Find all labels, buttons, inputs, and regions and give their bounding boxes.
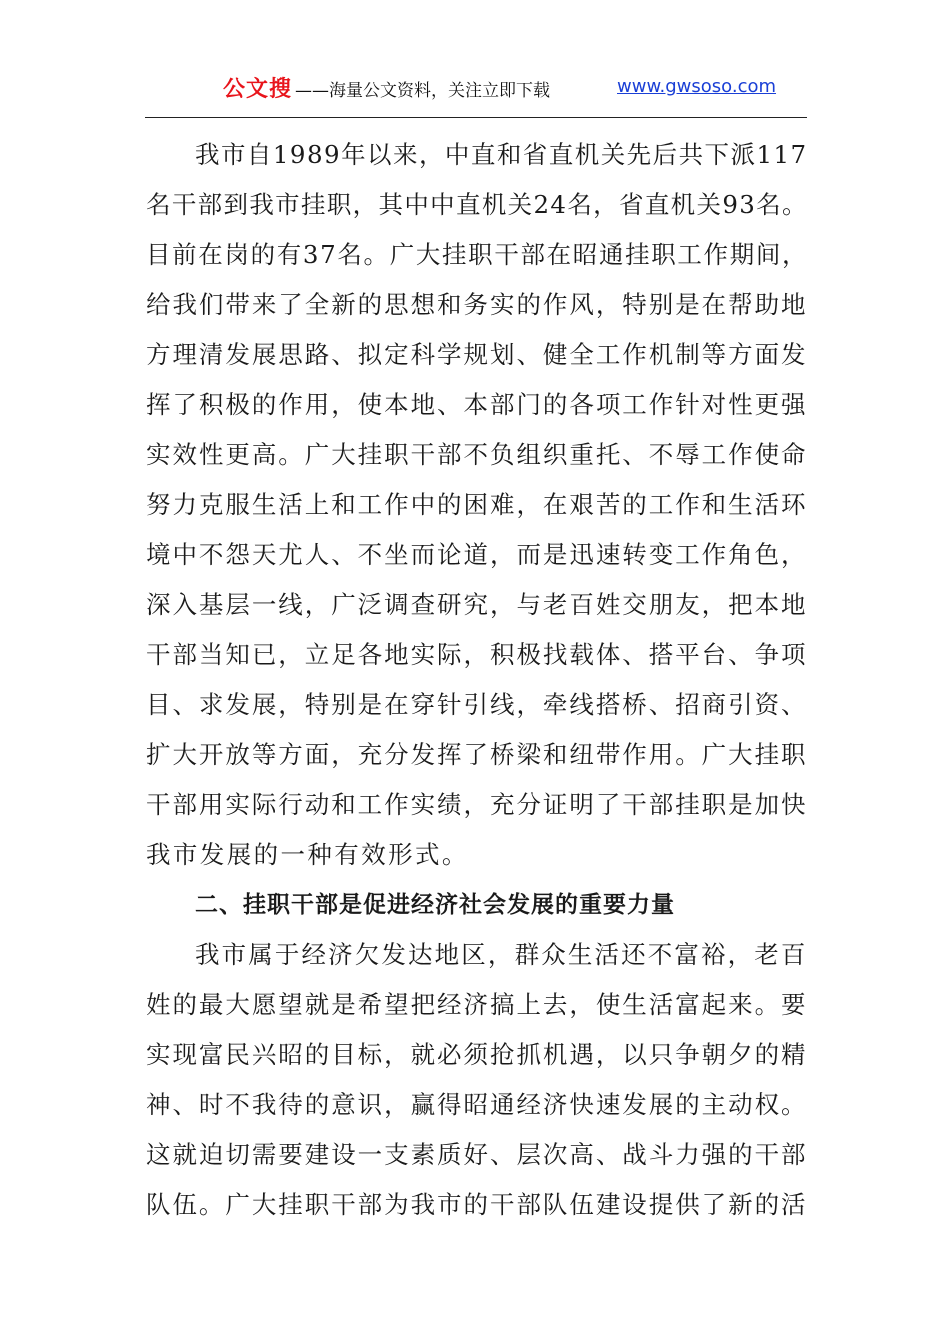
body-line: 目、求发展，特别是在穿针引线，牵线搭桥、招商引资、: [146, 690, 808, 719]
header-divider: [145, 117, 807, 118]
body-line: 姓的最大愿望就是希望把经济搞上去，使生活富起来。要: [146, 990, 808, 1019]
body-line: 神、时不我待的意识，赢得昭通经济快速发展的主动权。: [146, 1090, 808, 1119]
body-line: 目前在岗的有37名。广大挂职干部在昭通挂职工作期间，: [146, 240, 809, 269]
body-line: 方理清发展思路、拟定科学规划、健全工作机制等方面发: [146, 340, 808, 369]
body-line: 深入基层一线，广泛调查研究，与老百姓交朋友，把本地: [146, 590, 808, 619]
body-line: 努力克服生活上和工作中的困难，在艰苦的工作和生活环: [146, 490, 808, 519]
page-header: [145, 70, 807, 104]
body-line: 挥了积极的作用，使本地、本部门的各项工作针对性更强: [146, 390, 808, 419]
body-line: 队伍。广大挂职干部为我市的干部队伍建设提供了新的活: [146, 1190, 808, 1219]
header-tagline: ——海量公文资料，关注立即下载: [295, 81, 550, 101]
body-line: 扩大开放等方面，充分发挥了桥梁和纽带作用。广大挂职: [146, 740, 808, 769]
body-line: 干部当知已，立足各地实际，积极找载体、搭平台、争项: [146, 640, 808, 669]
body-line: 干部用实际行动和工作实绩，充分证明了干部挂职是加快: [146, 790, 808, 819]
body-line: 我市属于经济欠发达地区，群众生活还不富裕，老百: [195, 940, 808, 969]
document-body: [146, 130, 808, 1230]
site-link[interactable]: www.gwsoso.com: [617, 76, 777, 97]
body-line: 境中不怨天尤人、不坐而论道，而是迅速转变工作角色，: [146, 540, 808, 569]
body-line: 这就迫切需要建设一支素质好、层次高、战斗力强的干部: [146, 1140, 808, 1169]
body-line: 我市发展的一种有效形式。: [146, 840, 469, 869]
section-heading: 二、挂职干部是促进经济社会发展的重要力量: [195, 892, 675, 918]
body-line: 我市自1989年以来，中直和省直机关先后共下派117: [195, 140, 808, 169]
body-line: 实效性更高。广大挂职干部不负组织重托、不辱工作使命: [146, 440, 808, 469]
brand-logo-text: 公文搜: [223, 77, 293, 102]
body-line: 名干部到我市挂职，其中中直机关24名，省直机关93名。: [146, 190, 808, 219]
body-line: 实现富民兴昭的目标，就必须抢抓机遇，以只争朝夕的精: [146, 1040, 808, 1069]
body-line: 给我们带来了全新的思想和务实的作风，特别是在帮助地: [146, 290, 808, 319]
